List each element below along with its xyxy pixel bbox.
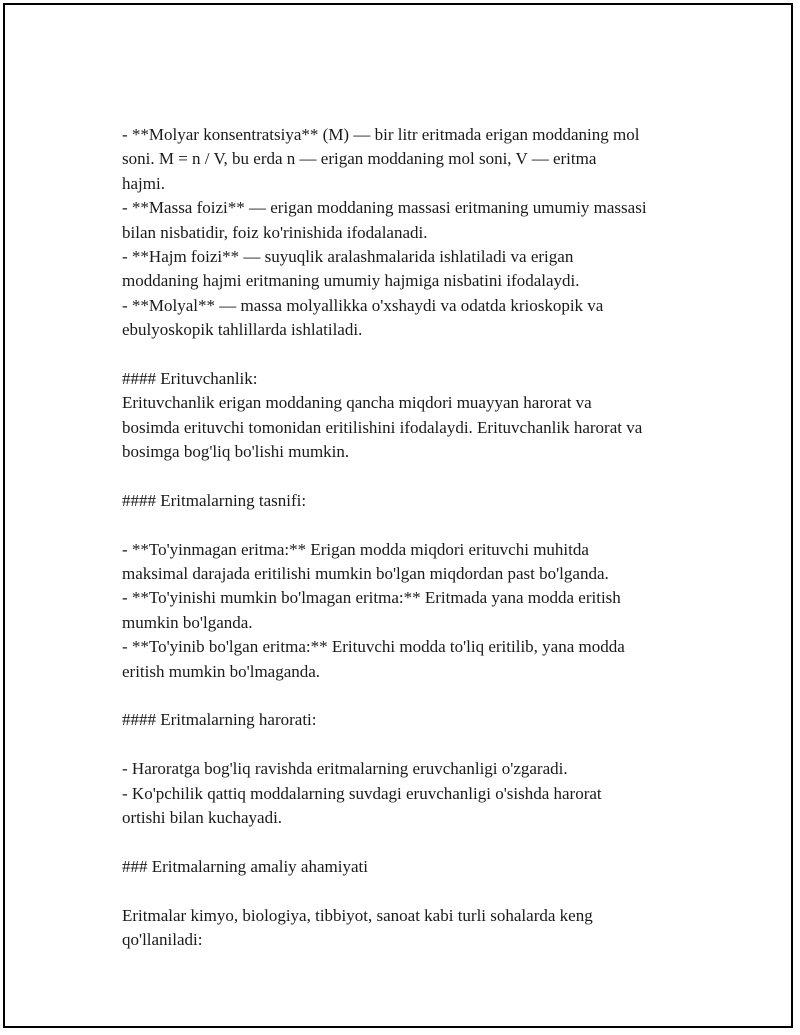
section-heading: ### Eritmalarning amaliy ahamiyati [122, 856, 368, 876]
document-body [122, 123, 702, 952]
text-line: eritish mumkin bo'lmaganda. [122, 661, 321, 681]
page-border [3, 3, 793, 1028]
list-item-line: - **Molyar konsentratsiya** (M) — bir litr eritmada erigan moddaning mol [122, 125, 640, 144]
text-line: Erituvchanlik erigan moddaning qancha miqdori muayyan harorat va [122, 393, 592, 413]
text-line: qo'llaniladi: [122, 929, 203, 949]
paragraph-gap [122, 830, 702, 854]
text-line: soni. M = n / V, bu erda n — erigan moddaning mol soni, V — eritma [122, 149, 597, 169]
text-line: mumkin bo'lganda. [122, 612, 253, 632]
paragraph-gap [122, 513, 702, 537]
list-item-line: - **To'yinib bo'lgan eritma:** Erituvchi modda to'liq eritilib, yana modda [122, 637, 625, 657]
list-item-line: - **Massa foizi** — erigan moddaning massasi eritmaning umumiy massasi [122, 198, 647, 218]
section-heading: #### Eritmalarning tasnifi: [122, 490, 307, 510]
text-line: maksimal darajada eritilishi mumkin bo'lgan miqdordan past bo'lganda. [122, 564, 609, 584]
text-line: hajmi. [122, 173, 165, 193]
section-heading: #### Erituvchanlik: [122, 368, 258, 388]
paragraph-gap [122, 733, 702, 757]
list-item-line: - Ko'pchilik qattiq moddalarning suvdagi eruvchanligi o'sishda harorat [122, 783, 602, 803]
list-item-line: - **Molyal** — massa molyallikka o'xshaydi va odatda krioskopik va [122, 295, 604, 315]
text-line: ebulyoskopik tahlillarda ishlatiladi. [122, 320, 363, 340]
section-heading: #### Eritmalarning harorati: [122, 710, 317, 730]
text-line: moddaning hajmi eritmaning umumiy hajmiga nisbatini ifodalaydi. [122, 271, 580, 291]
paragraph-gap [122, 464, 702, 488]
paragraph-gap [122, 879, 702, 903]
list-item-line: - **Hajm foizi** — suyuqlik aralashmalarida ishlatiladi va erigan [122, 246, 574, 266]
text-line: bilan nisbatidir, foiz ko'rinishida ifodalanadi. [122, 222, 428, 242]
text-line: bosimga bog'liq bo'lishi mumkin. [122, 442, 350, 462]
text-line: ortishi bilan kuchayadi. [122, 807, 283, 827]
list-item-line: - **To'yinishi mumkin bo'lmagan eritma:** Eritmada yana modda eritish [122, 588, 621, 608]
text-line: bosimda erituvchi tomonidan eritilishini ifodalaydi. Erituvchanlik harorat va [122, 417, 643, 437]
text-line: Eritmalar kimyo, biologiya, tibbiyot, sanoat kabi turli sohalarda keng [122, 905, 593, 925]
list-item-line: - **To'yinmagan eritma:** Erigan modda miqdori erituvchi muhitda [122, 539, 589, 559]
paragraph-gap [122, 684, 702, 708]
list-item-line: - Haroratga bog'liq ravishda eritmalarning eruvchanligi o'zgaradi. [122, 759, 568, 779]
paragraph-gap [122, 343, 702, 367]
